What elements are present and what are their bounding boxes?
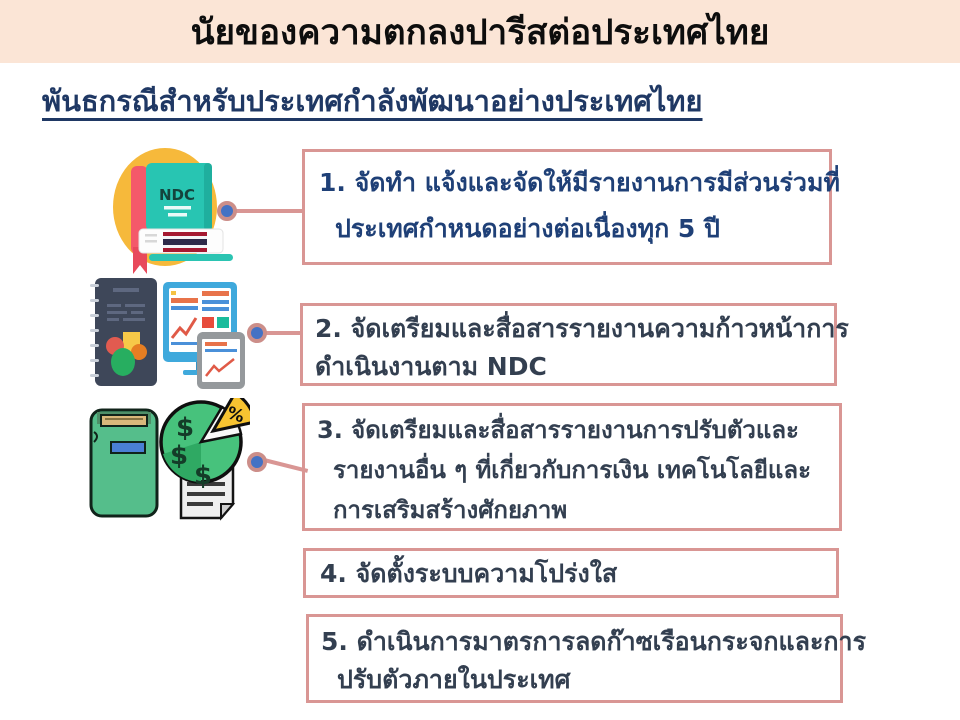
connector-dot-1 <box>217 201 237 221</box>
ndc-book-icon <box>103 143 233 278</box>
obligation-box-4 <box>303 548 839 598</box>
obligation-box-3 <box>302 403 842 531</box>
svg-text:$: $ <box>193 461 213 491</box>
wallet-and-money-pie-icon <box>85 398 250 523</box>
box3-line2: รายงานอื่น ๆ ที่เกี่ยวกับการเงิน เทคโนโลยีและ <box>333 456 811 484</box>
obligation-box-5 <box>306 614 866 703</box>
thai-flag <box>163 232 207 252</box>
box5-line1: 5. ดำเนินการมาตรการลดก๊าซเรือนกระจกและการ <box>321 627 866 656</box>
ndc-book-graphic <box>103 143 233 278</box>
box2-line1: 2. จัดเตรียมและสื่อสารรายงานความก้าวหน้าการ <box>315 314 849 343</box>
box1-line1: 1. จัดทำ แจ้งและจัดให้มีรายงานการมีส่วนร่วมที่ <box>319 168 840 197</box>
box3-line1: 3. จัดเตรียมและสื่อสารรายงานการปรับตัวและ <box>317 416 799 444</box>
obligation-box-2 <box>300 303 849 386</box>
obligation-box-1 <box>302 149 840 265</box>
svg-text:$: $ <box>175 413 195 443</box>
box4-line1: 4. จัดตั้งระบบความโปร่งใส <box>320 559 618 588</box>
box1-line2: ประเทศกำหนดอย่างต่อเนื่องทุก 5 ปี <box>335 214 720 243</box>
connector-line-2 <box>264 331 302 335</box>
ndc-label: NDC <box>158 186 196 204</box>
box3-line3: การเสริมสร้างศักยภาพ <box>333 496 568 524</box>
svg-text:$: $ <box>169 441 189 471</box>
title-bar <box>0 0 960 63</box>
report-charts-graphic <box>85 276 250 391</box>
box5-line2: ปรับตัวภายในประเทศ <box>337 665 571 694</box>
report-and-charts-icon <box>85 276 250 391</box>
finance-pie-graphic <box>85 398 250 523</box>
connector-dot-3 <box>247 452 267 472</box>
box2-line2: ดำเนินงานตาม NDC <box>315 352 547 381</box>
percent-label: % <box>224 403 247 428</box>
connector-line-1 <box>234 209 304 213</box>
page-title: นัยของความตกลงปารีสต่อประเทศไทย <box>190 13 770 53</box>
section-subtitle: พันธกรณีสำหรับประเทศกำลังพัฒนาอย่างประเทศไทย <box>42 84 703 118</box>
connector-dot-2 <box>247 323 267 343</box>
